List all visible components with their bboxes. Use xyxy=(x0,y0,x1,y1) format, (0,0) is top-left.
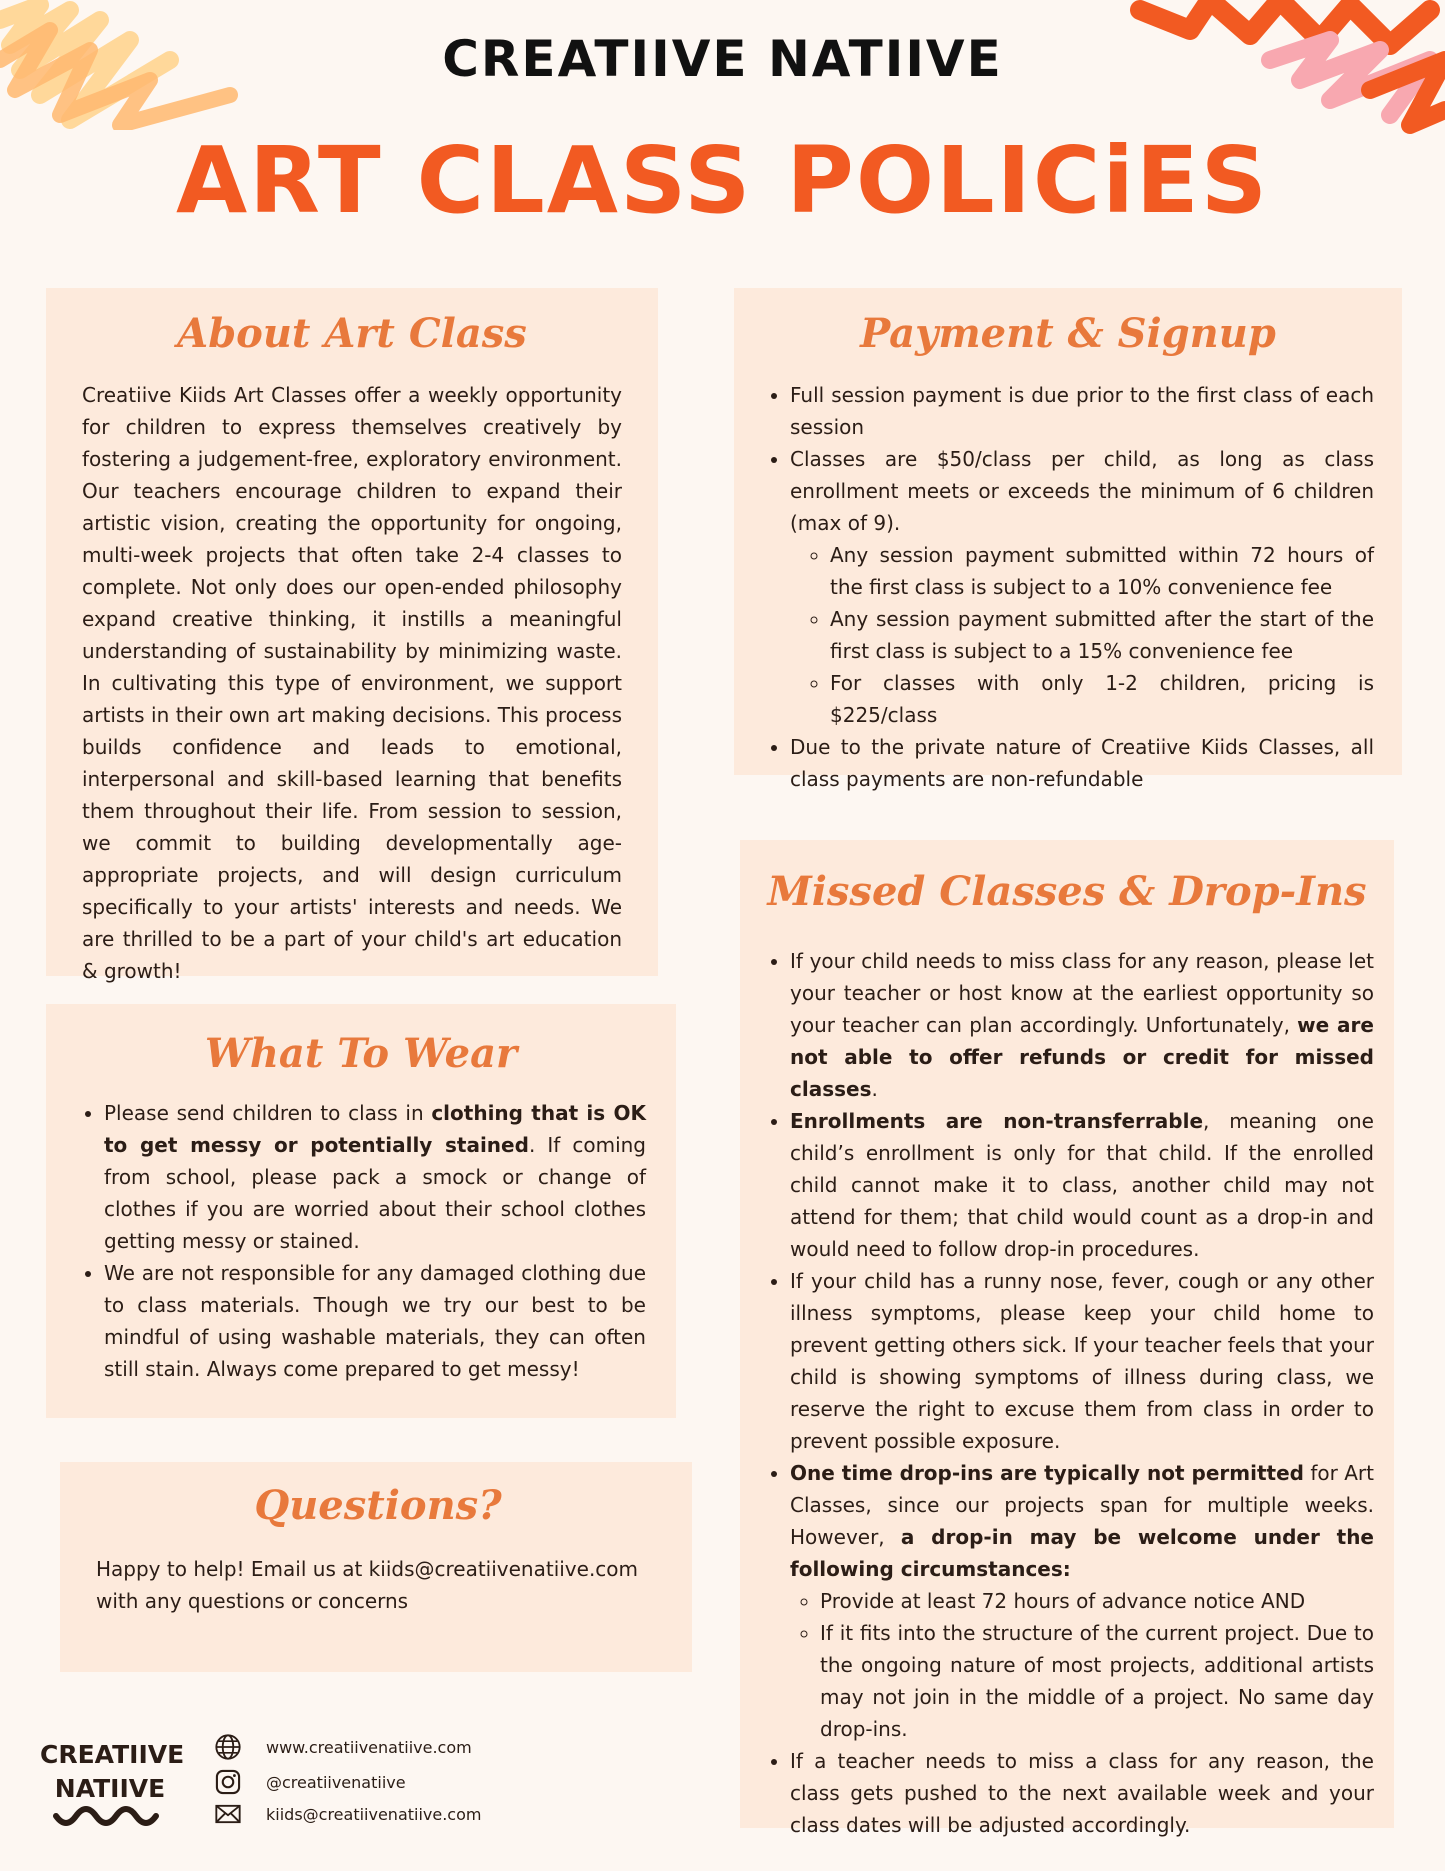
emphasis-text: we are not able to offer refunds or credit for missed classes xyxy=(790,1013,1374,1101)
globe-icon xyxy=(214,1733,242,1761)
payment-sublist xyxy=(790,539,1374,731)
list-item xyxy=(790,1105,1374,1265)
list-item: • If your child has a runny nose, fever, cough or any other illness symptoms, please keep your child home to prevent getting others sick. If your teacher feels that your child is showing symptoms of illness during class, we reserve the right to excuse them from class in order to prevent possible exposure. xyxy=(790,1265,1374,1457)
payment-list xyxy=(762,379,1374,795)
list-item: ◦ For classes with only 1-2 children, pricing is $225/class xyxy=(830,667,1374,731)
emphasis-text: One time drop-ins are typically not permitted xyxy=(790,1461,1304,1485)
about-section xyxy=(46,288,658,983)
footer-logo xyxy=(40,1738,185,1843)
questions-section xyxy=(60,1462,692,1672)
wear-section xyxy=(46,1004,676,1418)
payment-heading: Payment & Signup xyxy=(860,310,1276,357)
list-item xyxy=(104,1097,646,1257)
questions-heading: Questions? xyxy=(254,1482,502,1529)
text: , meaning one child’s enrollment is only for that child. If the enrolled child cannot make it to class, another child may not attend for them; that child would count as a drop-in and would need to follow drop-in procedures. xyxy=(790,1109,1374,1261)
website-link[interactable]: www.creatiivenatiive.com xyxy=(266,1737,472,1757)
list-item xyxy=(790,1457,1374,1745)
wear-heading: What To Wear xyxy=(204,1030,518,1077)
website-contact[interactable] xyxy=(214,1733,472,1761)
mail-icon xyxy=(214,1800,242,1828)
text: . If coming from school, please pack a smock or change of clothes if you are worried about their school clothes getting messy or stained. xyxy=(104,1133,646,1253)
footer-logo-line1: CREATIIVE xyxy=(40,1740,185,1769)
missed-sublist xyxy=(790,1585,1374,1745)
emphasis-text: clothing that is OK to get messy or potentially stained xyxy=(104,1101,646,1157)
page-title: ART CLASS POLICiES xyxy=(175,127,1270,234)
email-link[interactable]: kiids@creatiivenatiive.com xyxy=(266,1804,482,1824)
list-item: • Full session payment is due prior to the first class of each session xyxy=(790,379,1374,443)
about-heading: About Art Class xyxy=(177,310,527,357)
text: . xyxy=(871,1077,878,1101)
brand-name: CREATIIVE NATIIVE xyxy=(442,30,1003,88)
payment-section xyxy=(734,288,1402,791)
emphasis-text: a drop-in may be welcome under the following circumstances: xyxy=(790,1525,1375,1581)
email-contact[interactable] xyxy=(214,1800,481,1828)
text: Please send children to class in xyxy=(104,1101,432,1125)
list-item-text: Classes are $50/class per child, as long as class enrollment meets or exceeds the minimum of 6 children (max of 9). xyxy=(790,447,1374,535)
questions-body: Happy to help! Email us at kiids@creatiivenatiive.com with any questions or concerns xyxy=(96,1557,639,1613)
instagram-handle[interactable]: @creatiivenatiive xyxy=(266,1772,406,1792)
footer-logo-line2: NATIIVE xyxy=(54,1774,166,1803)
text: for Art Classes, since our projects span for multiple weeks. However, xyxy=(790,1461,1374,1549)
list-item xyxy=(790,443,1374,731)
about-body: Creatiive Kiids Art Classes offer a weekly opportunity for children to express themselves creatively by fostering a judgement-free, exploratory environment. Our teachers encourage children to expand their artistic vision, creating the opportunity for ongoing, multi-week projects that often take 2-4 classes to complete. Not only does our open-ended philosophy expand creative thinking, it instills a meaningful understanding of sustainability by minimizing waste. In cultivating this type of environment, we support artists in their own art making decisions. This process builds confidence and leads to emotional, interpersonal and skill-based learning that benefits them throughout their life. From session to session, we commit to building developmentally age-appropriate projects, and will design curriculum specifically to your artists' interests and needs. We are thrilled to be a part of your child's art education & growth! xyxy=(82,383,622,983)
list-item xyxy=(790,945,1374,1105)
list-item: • If a teacher needs to miss a class for any reason, the class gets pushed to the next available week and your class dates will be adjusted accordingly. xyxy=(790,1745,1374,1841)
missed-list xyxy=(760,945,1374,1841)
list-item: ◦ Any session payment submitted within 72 hours of the first class is subject to a 10% convenience fee xyxy=(830,539,1374,603)
text: If your child needs to miss class for any reason, please let your teacher or host know at the earliest opportunity so your teacher can plan accordingly. Unfortunately, xyxy=(790,949,1374,1037)
list-item: • Due to the private nature of Creatiive Kiids Classes, all class payments are non-refundable xyxy=(790,731,1374,795)
list-item: ◦ If it fits into the structure of the current project. Due to the ongoing nature of most projects, additional artists may not join in the middle of a project. No same day drop-ins. xyxy=(820,1617,1374,1745)
list-item: • We are not responsible for any damaged clothing due to class materials. Though we try our best to be mindful of using washable materials, they can often still stain. Always come prepared to get messy! xyxy=(104,1257,646,1385)
missed-section xyxy=(740,840,1394,1837)
squiggle-icon xyxy=(50,1806,170,1834)
emphasis-text: Enrollments are non-transferrable xyxy=(790,1109,1204,1133)
list-item: ◦ Any session payment submitted after the start of the first class is subject to a 15% convenience fee xyxy=(830,603,1374,667)
list-item: ◦ Provide at least 72 hours of advance notice AND xyxy=(820,1585,1374,1617)
wear-list xyxy=(76,1097,646,1385)
instagram-contact[interactable] xyxy=(214,1768,406,1796)
instagram-icon xyxy=(214,1768,242,1796)
missed-heading: Missed Classes & Drop-Ins xyxy=(767,868,1367,915)
